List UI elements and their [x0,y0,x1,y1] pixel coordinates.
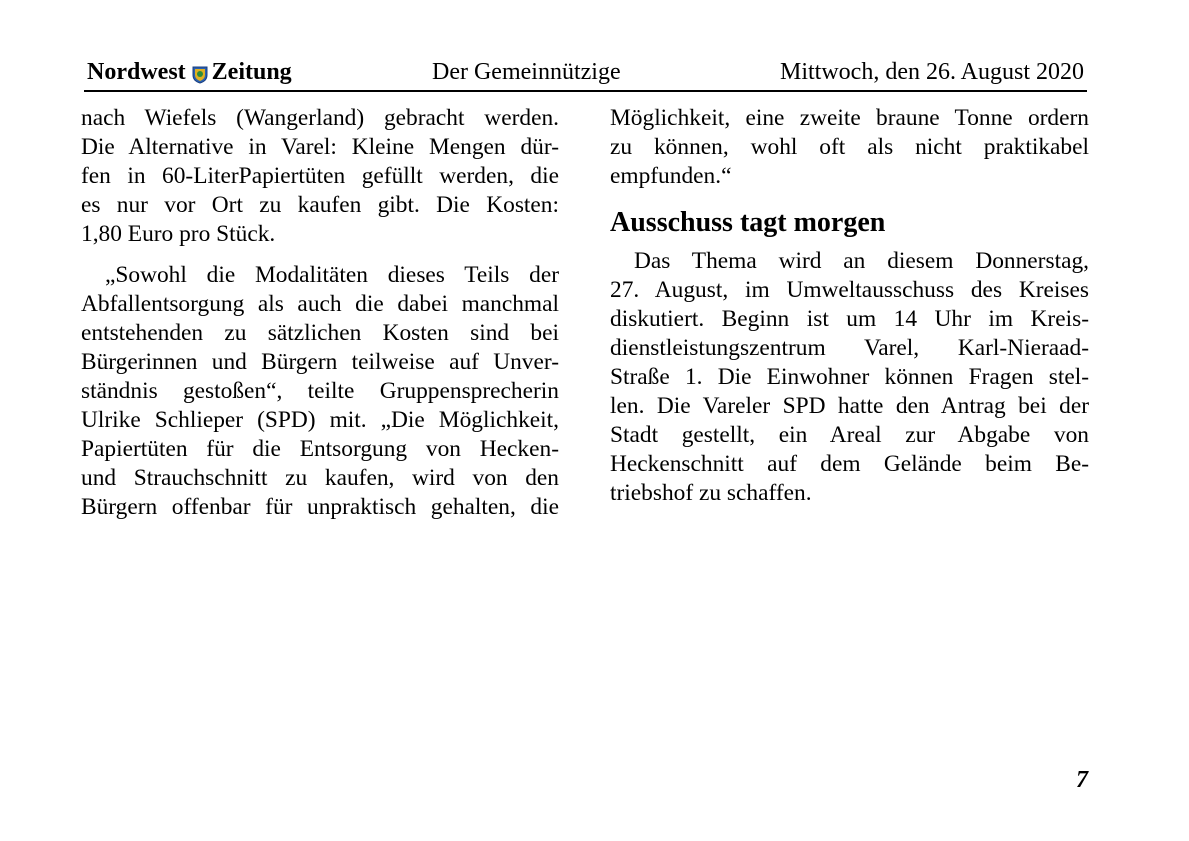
text-line: Bürgern offenbar für unpraktisch gehalten, die [81,494,559,520]
text-line: len. Die Vareler SPD hatte den Antrag bei der [610,393,1089,419]
text-line: 1,80 Euro pro Stück. [81,221,276,247]
text-line: dienstleistungszentrum Varel, Karl-Nieraad- [610,335,1089,361]
right-paragraph-1 [610,104,1089,191]
text-line: Die Alternative in Varel: Kleine Mengen dür- [81,134,559,160]
header-date: Mittwoch, den 26. August 2020 [780,59,1084,85]
page-header [84,56,1087,92]
text-line: Bürgerinnen und Bürgern teilweise auf Unver- [81,349,559,375]
text-line: Heckenschnitt auf dem Gelände beim Be- [610,451,1089,477]
coat-of-arms-icon [192,64,208,82]
text-line: entstehenden zu sätzlichen Kosten sind bei [81,320,559,346]
text-line: zu können, wohl oft als nicht praktikabel [610,134,1089,160]
text-line: Ulrike Schlieper (SPD) mit. „Die Möglichkeit, [81,407,559,433]
text-line: es nur vor Ort zu kaufen gibt. Die Kosten: [81,192,559,218]
text-line: diskutiert. Beginn ist um 14 Uhr im Kreis- [610,306,1089,332]
text-line: nach Wiefels (Wangerland) gebracht werden. [81,105,559,131]
section-heading: Ausschuss tagt morgen [610,207,886,238]
text-line: empfunden.“ [610,163,732,189]
text-line: Papiertüten für die Entsorgung von Hecken- [81,436,559,462]
right-column [610,104,1089,508]
masthead-right: Zeitung [211,59,292,85]
text-line: und Strauchschnitt zu kaufen, wird von den [81,465,559,491]
left-paragraph-2 [81,261,559,522]
masthead [87,59,292,86]
masthead-left: Nordwest [87,59,186,85]
text-line: Straße 1. Die Einwohner können Fragen stel- [610,364,1089,390]
left-paragraph-1 [81,104,559,249]
page-number: 7 [1076,767,1088,793]
text-line: Möglichkeit, eine zweite braune Tonne ordern [610,105,1089,131]
text-line: 27. August, im Umweltausschuss des Kreises [610,277,1089,303]
text-line: Das Thema wird an diesem Donnerstag, [634,248,1089,274]
text-line: Stadt gestellt, ein Areal zur Abgabe von [610,422,1089,448]
left-column [81,104,559,522]
paper-name: Der Gemeinnützige [432,59,621,85]
right-paragraph-2 [610,247,1089,508]
text-line: „Sowohl die Modalitäten dieses Teils der [105,262,559,288]
text-line: ständnis gestoßen“, teilte Gruppensprecherin [81,378,559,404]
text-line: Abfallentsorgung als auch die dabei manchmal [81,291,559,317]
text-line: fen in 60-LiterPapiertüten gefüllt werden, die [81,163,559,189]
text-line: triebshof zu schaffen. [610,480,812,506]
